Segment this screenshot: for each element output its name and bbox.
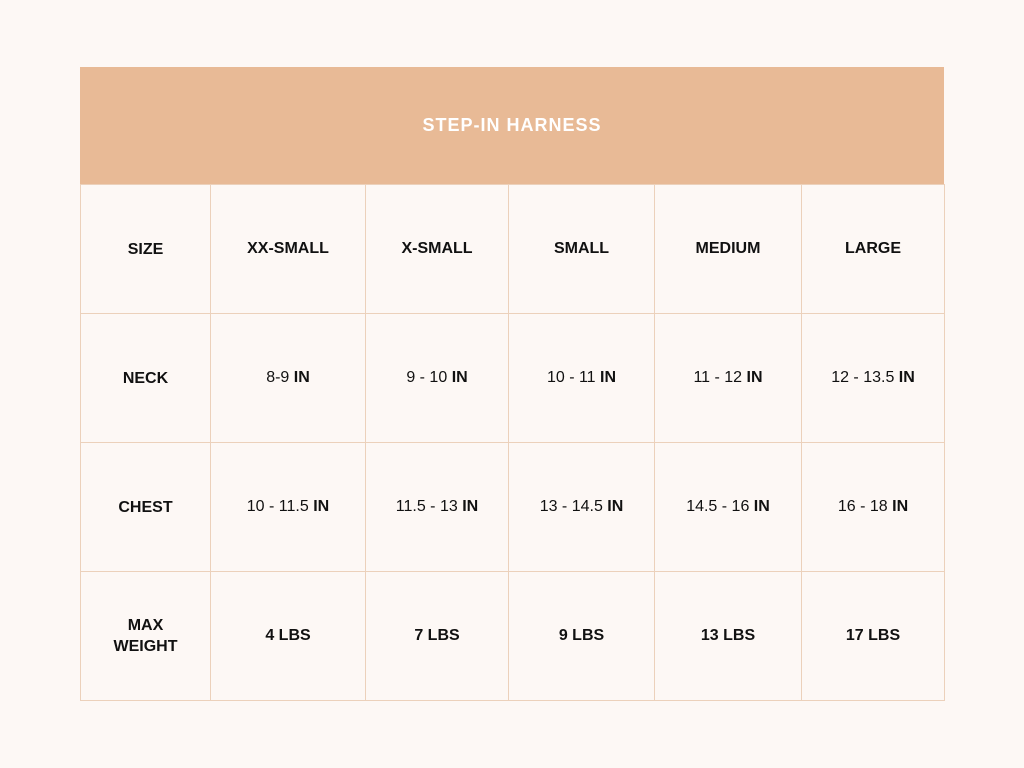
chest-value: 10 - 11.5 xyxy=(246,498,309,515)
row-label-chest: CHEST xyxy=(81,443,211,572)
chest-cell xyxy=(655,443,802,572)
max-weight-cell: 7 LBS xyxy=(366,572,509,701)
chest-row xyxy=(81,443,945,572)
chest-unit: IN xyxy=(313,498,330,515)
chest-cell xyxy=(211,443,366,572)
chest-value: 16 - 18 xyxy=(837,498,888,515)
chart-title: STEP-IN HARNESS xyxy=(422,115,602,135)
neck-unit: IN xyxy=(451,369,468,386)
max-weight-cell: 17 LBS xyxy=(802,572,945,701)
chest-cell xyxy=(509,443,655,572)
neck-cell xyxy=(211,314,366,443)
neck-unit: IN xyxy=(746,369,763,386)
size-x-small: X-SMALL xyxy=(366,185,509,314)
chest-unit: IN xyxy=(892,498,909,515)
neck-value: 10 - 11 xyxy=(546,369,596,386)
neck-cell xyxy=(509,314,655,443)
chest-unit: IN xyxy=(462,498,479,515)
chest-unit: IN xyxy=(753,498,770,515)
max-weight-cell: 13 LBS xyxy=(655,572,802,701)
chest-value: 13 - 14.5 xyxy=(539,498,603,515)
neck-value: 9 - 10 xyxy=(406,369,448,386)
size-row xyxy=(81,185,945,314)
row-label-weight: WEIGHT xyxy=(113,638,178,655)
chest-cell xyxy=(366,443,509,572)
neck-row xyxy=(81,314,945,443)
size-xx-small: XX-SMALL xyxy=(211,185,366,314)
neck-value: 8-9 xyxy=(266,369,290,386)
row-label-neck: NECK xyxy=(81,314,211,443)
chest-unit: IN xyxy=(607,498,624,515)
row-label-max: MAX xyxy=(127,617,164,634)
size-medium: MEDIUM xyxy=(655,185,802,314)
size-chart xyxy=(80,67,944,701)
neck-cell xyxy=(655,314,802,443)
chart-header xyxy=(80,67,944,184)
neck-unit: IN xyxy=(293,369,310,386)
size-table xyxy=(80,184,945,701)
size-small: SMALL xyxy=(509,185,655,314)
chest-value: 14.5 - 16 xyxy=(686,498,750,515)
chest-cell xyxy=(802,443,945,572)
max-weight-cell: 9 LBS xyxy=(509,572,655,701)
size-large: LARGE xyxy=(802,185,945,314)
neck-value: 11 - 12 xyxy=(693,369,743,386)
neck-unit: IN xyxy=(600,369,617,386)
chest-value: 11.5 - 13 xyxy=(395,498,458,515)
max-weight-cell: 4 LBS xyxy=(211,572,366,701)
neck-unit: IN xyxy=(898,369,915,386)
neck-cell xyxy=(802,314,945,443)
weight-row xyxy=(81,572,945,701)
neck-cell xyxy=(366,314,509,443)
row-label-max-weight xyxy=(81,572,211,701)
row-label-size: SIZE xyxy=(81,185,211,314)
neck-value: 12 - 13.5 xyxy=(831,369,895,386)
